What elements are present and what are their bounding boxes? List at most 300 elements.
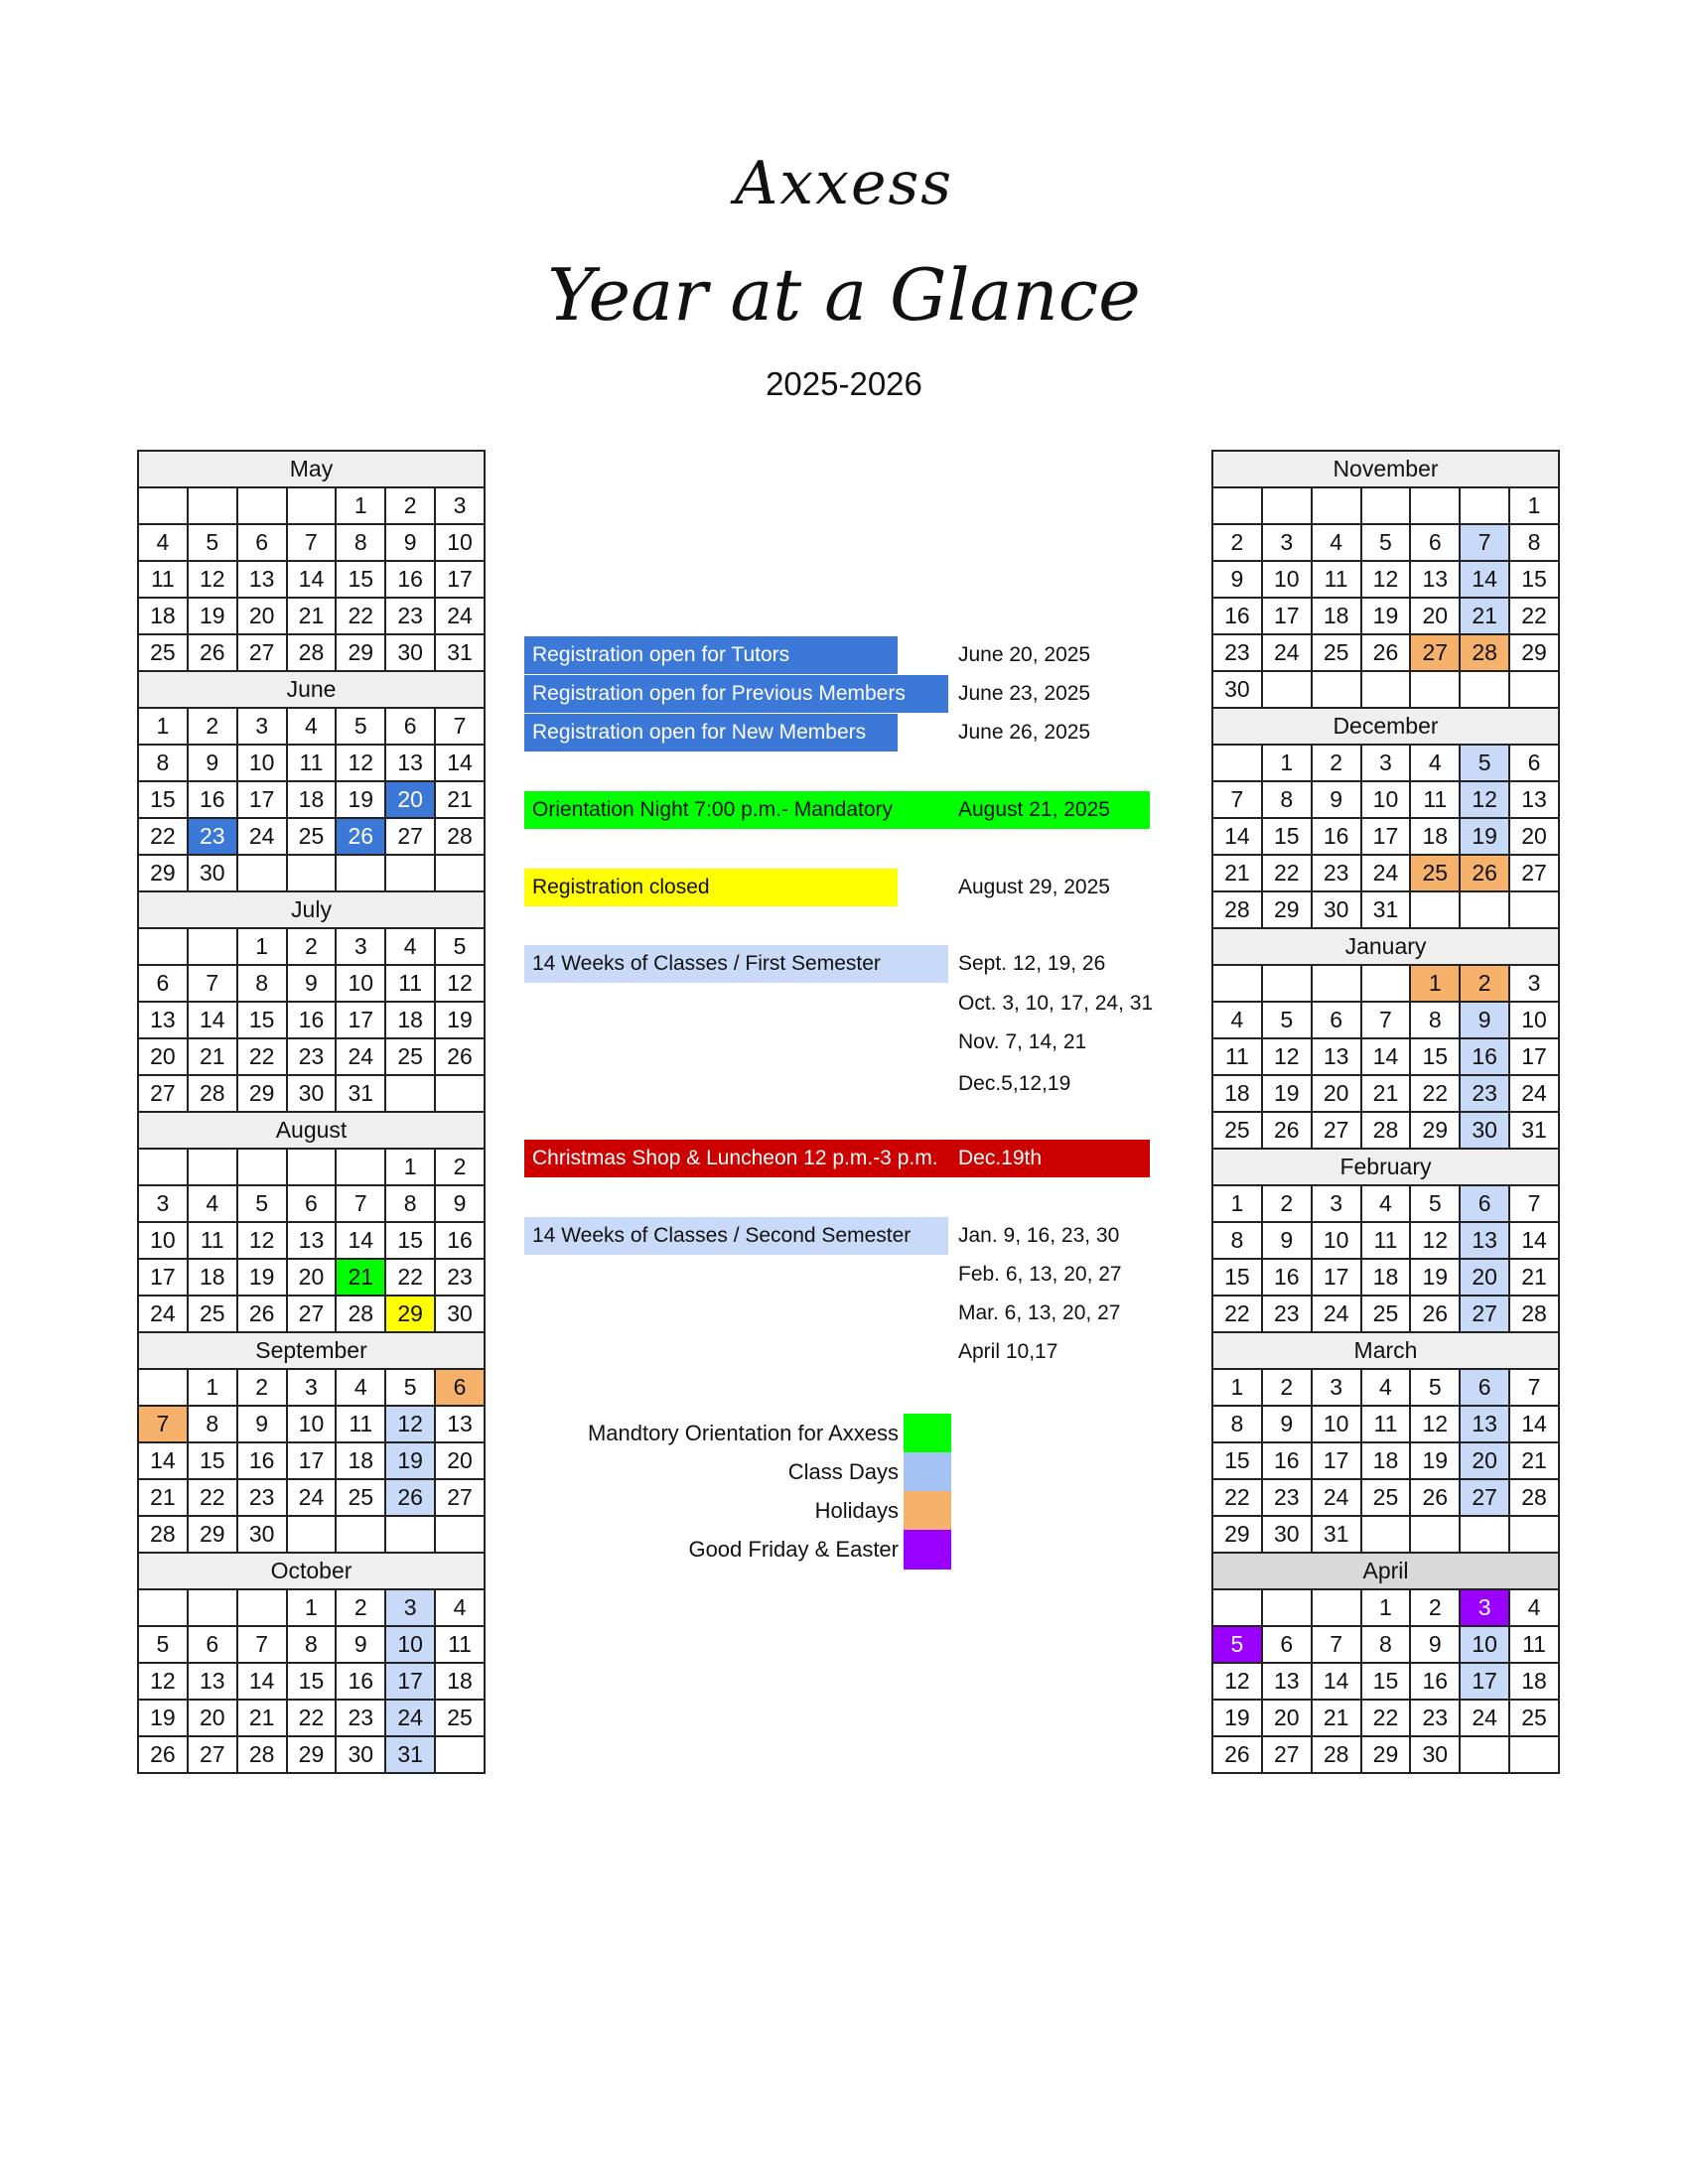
day-cell: 2 [287,928,337,965]
day-cell: 14 [287,561,337,598]
day-cell: 28 [237,1736,287,1773]
day-cell: 28 [188,1075,237,1112]
empty-day-cell [188,1589,237,1626]
day-cell: 21 [1361,1075,1411,1112]
day-cell: 25 [287,818,337,855]
day-cell: 10 [385,1626,435,1663]
day-cell: 23 [385,598,435,634]
day-cell: 4 [385,928,435,965]
day-cell: 21 [435,781,485,818]
day-cell: 25 [1509,1700,1559,1736]
day-cell: 7 [1212,781,1262,818]
empty-day-cell [435,1516,485,1553]
day-cell: 6 [1460,1369,1509,1406]
day-cell: 31 [435,634,485,671]
day-cell: 12 [336,745,385,781]
day-cell: 28 [1212,891,1262,928]
day-cell: 11 [138,561,188,598]
day-cell: 19 [385,1442,435,1479]
page-title: Year at a Glance [547,253,1141,337]
day-cell: 3 [435,487,485,524]
day-cell: 18 [1509,1663,1559,1700]
day-cell: 4 [1361,1185,1411,1222]
day-cell: 14 [188,1002,237,1038]
day-cell: 9 [385,524,435,561]
day-cell: 20 [1509,818,1559,855]
day-cell: 11 [1361,1222,1411,1259]
empty-day-cell [237,1149,287,1185]
day-cell: 11 [336,1406,385,1442]
day-cell: 26 [336,818,385,855]
day-cell: 22 [1509,598,1559,634]
legend-holidays-label: Holidays [814,1498,899,1523]
day-cell: 10 [1509,1002,1559,1038]
day-cell: 7 [237,1626,287,1663]
day-cell: 5 [1410,1185,1460,1222]
event-christmas-date: Dec.19th [958,1140,1150,1177]
empty-day-cell [1312,671,1361,708]
day-cell: 20 [237,598,287,634]
empty-day-cell [1509,671,1559,708]
calendar-left [137,450,486,1774]
empty-day-cell [1212,745,1262,781]
day-cell: 4 [1361,1369,1411,1406]
day-cell: 2 [1262,1369,1312,1406]
day-cell: 4 [1212,1002,1262,1038]
day-cell: 15 [1509,561,1559,598]
event-registration-previous-date: June 23, 2025 [958,682,1091,705]
day-cell: 27 [1460,1296,1509,1332]
day-cell: 24 [1312,1479,1361,1516]
day-cell: 2 [336,1589,385,1626]
day-cell: 17 [1312,1259,1361,1296]
day-cell: 13 [1262,1663,1312,1700]
day-cell: 15 [1212,1259,1262,1296]
day-cell: 21 [1509,1259,1559,1296]
day-cell: 29 [138,855,188,891]
day-cell: 4 [336,1369,385,1406]
legend-class-days-swatch [904,1452,951,1492]
day-cell: 5 [435,928,485,965]
empty-day-cell [1410,891,1460,928]
day-cell: 21 [1509,1442,1559,1479]
month-header-october: October [138,1553,485,1589]
second-semester-date-4: April 10,17 [958,1340,1058,1363]
day-cell: 22 [1361,1700,1411,1736]
day-cell: 27 [1509,855,1559,891]
day-cell: 30 [435,1296,485,1332]
day-cell: 1 [385,1149,435,1185]
day-cell: 10 [287,1406,337,1442]
day-cell: 22 [237,1038,287,1075]
day-cell: 19 [237,1259,287,1296]
event-registration-new: Registration open for New Members [524,714,898,751]
year-range: 2025-2026 [766,365,922,402]
day-cell: 6 [1410,524,1460,561]
day-cell: 29 [1262,891,1312,928]
day-cell: 20 [138,1038,188,1075]
day-cell: 8 [1509,524,1559,561]
day-cell: 25 [1361,1479,1411,1516]
day-cell: 4 [1410,745,1460,781]
day-cell: 10 [336,965,385,1002]
day-cell: 6 [435,1369,485,1406]
month-header-january: January [1212,928,1559,965]
day-cell: 9 [336,1626,385,1663]
day-cell: 5 [237,1185,287,1222]
day-cell: 26 [1212,1736,1262,1773]
legend-easter-label: Good Friday & Easter [688,1537,899,1562]
day-cell: 21 [336,1259,385,1296]
day-cell: 18 [1212,1075,1262,1112]
day-cell: 27 [385,818,435,855]
day-cell: 19 [1212,1700,1262,1736]
day-cell: 25 [1312,634,1361,671]
empty-day-cell [138,1149,188,1185]
legend-class-days-label: Class Days [787,1459,899,1484]
day-cell: 12 [385,1406,435,1442]
day-cell: 26 [237,1296,287,1332]
empty-day-cell [1262,965,1312,1002]
event-registration-closed-date: August 29, 2025 [958,876,1110,898]
day-cell: 4 [287,708,337,745]
day-cell: 13 [385,745,435,781]
day-cell: 29 [1361,1736,1411,1773]
day-cell: 24 [1460,1700,1509,1736]
day-cell: 5 [188,524,237,561]
empty-day-cell [287,1149,337,1185]
day-cell: 22 [1262,855,1312,891]
first-semester-date-1: Sept. 12, 19, 26 [958,952,1106,975]
empty-day-cell [138,487,188,524]
day-cell: 14 [1212,818,1262,855]
day-cell: 15 [188,1442,237,1479]
day-cell: 21 [1312,1700,1361,1736]
day-cell: 24 [435,598,485,634]
day-cell: 7 [336,1185,385,1222]
day-cell: 27 [435,1479,485,1516]
empty-day-cell [138,1589,188,1626]
day-cell: 8 [1212,1222,1262,1259]
day-cell: 20 [1262,1700,1312,1736]
day-cell: 27 [1410,634,1460,671]
day-cell: 27 [1262,1736,1312,1773]
month-header-april: April [1212,1553,1559,1589]
day-cell: 6 [385,708,435,745]
day-cell: 15 [385,1222,435,1259]
day-cell: 10 [138,1222,188,1259]
month-header-november: November [1212,451,1559,487]
month-header-june: June [138,671,485,708]
empty-day-cell [1460,891,1509,928]
day-cell: 19 [1410,1259,1460,1296]
day-cell: 28 [1509,1479,1559,1516]
day-cell: 24 [1361,855,1411,891]
month-header-may: May [138,451,485,487]
day-cell: 13 [237,561,287,598]
day-cell: 3 [287,1369,337,1406]
day-cell: 18 [336,1442,385,1479]
day-cell: 7 [435,708,485,745]
day-cell: 16 [336,1663,385,1700]
day-cell: 7 [1509,1185,1559,1222]
day-cell: 29 [287,1736,337,1773]
day-cell: 24 [1262,634,1312,671]
day-cell: 3 [1509,965,1559,1002]
day-cell: 17 [1262,598,1312,634]
day-cell: 14 [435,745,485,781]
month-header-march: March [1212,1332,1559,1369]
day-cell: 7 [138,1406,188,1442]
day-cell: 14 [1312,1663,1361,1700]
day-cell: 22 [1410,1075,1460,1112]
day-cell: 2 [1460,965,1509,1002]
day-cell: 16 [1460,1038,1509,1075]
day-cell: 10 [1460,1626,1509,1663]
day-cell: 28 [435,818,485,855]
event-orientation-date: August 21, 2025 [958,798,1110,821]
day-cell: 16 [435,1222,485,1259]
day-cell: 23 [336,1700,385,1736]
empty-day-cell [138,1369,188,1406]
day-cell: 12 [1262,1038,1312,1075]
day-cell: 1 [287,1589,337,1626]
day-cell: 19 [435,1002,485,1038]
day-cell: 1 [1509,487,1559,524]
empty-day-cell [1262,487,1312,524]
day-cell: 16 [1312,818,1361,855]
day-cell: 5 [385,1369,435,1406]
day-cell: 4 [1312,524,1361,561]
day-cell: 25 [1410,855,1460,891]
day-cell: 13 [435,1406,485,1442]
day-cell: 13 [1460,1406,1509,1442]
day-cell: 2 [237,1369,287,1406]
day-cell: 26 [1460,855,1509,891]
day-cell: 17 [385,1663,435,1700]
day-cell: 17 [1312,1442,1361,1479]
day-cell: 9 [287,965,337,1002]
day-cell: 18 [1312,598,1361,634]
day-cell: 23 [1212,634,1262,671]
day-cell: 25 [138,634,188,671]
day-cell: 29 [1212,1516,1262,1553]
day-cell: 30 [1410,1736,1460,1773]
day-cell: 27 [138,1075,188,1112]
day-cell: 13 [188,1663,237,1700]
day-cell: 21 [138,1479,188,1516]
day-cell: 19 [1460,818,1509,855]
day-cell: 13 [138,1002,188,1038]
day-cell: 8 [188,1406,237,1442]
day-cell: 21 [1460,598,1509,634]
day-cell: 19 [1262,1075,1312,1112]
event-registration-previous: Registration open for Previous Members [524,675,948,713]
day-cell: 10 [1312,1222,1361,1259]
empty-day-cell [237,855,287,891]
empty-day-cell [138,928,188,965]
day-cell: 16 [1212,598,1262,634]
brand-title: Axxess [734,149,954,218]
day-cell: 25 [435,1700,485,1736]
day-cell: 22 [287,1700,337,1736]
day-cell: 24 [237,818,287,855]
empty-day-cell [237,1589,287,1626]
empty-day-cell [1361,965,1411,1002]
day-cell: 12 [1410,1222,1460,1259]
day-cell: 9 [237,1406,287,1442]
day-cell: 23 [287,1038,337,1075]
empty-day-cell [237,487,287,524]
empty-day-cell [1509,891,1559,928]
empty-day-cell [287,487,337,524]
second-semester-date-1: Jan. 9, 16, 23, 30 [958,1224,1120,1247]
day-cell: 30 [1312,891,1361,928]
day-cell: 1 [1212,1185,1262,1222]
empty-day-cell [336,1149,385,1185]
day-cell: 8 [1212,1406,1262,1442]
day-cell: 13 [1410,561,1460,598]
day-cell: 24 [385,1700,435,1736]
day-cell: 23 [237,1479,287,1516]
day-cell: 26 [1262,1112,1312,1149]
day-cell: 27 [287,1296,337,1332]
day-cell: 10 [1262,561,1312,598]
day-cell: 15 [1361,1663,1411,1700]
day-cell: 20 [435,1442,485,1479]
day-cell: 14 [336,1222,385,1259]
day-cell: 11 [188,1222,237,1259]
empty-day-cell [1312,965,1361,1002]
day-cell: 20 [1460,1259,1509,1296]
day-cell: 1 [1262,745,1312,781]
event-orientation: Orientation Night 7:00 p.m.- Mandatory [532,798,894,821]
empty-day-cell [188,1149,237,1185]
day-cell: 3 [1312,1185,1361,1222]
day-cell: 1 [336,487,385,524]
day-cell: 23 [1410,1700,1460,1736]
day-cell: 14 [1460,561,1509,598]
day-cell: 13 [1460,1222,1509,1259]
day-cell: 27 [188,1736,237,1773]
day-cell: 28 [1460,634,1509,671]
day-cell: 16 [237,1442,287,1479]
day-cell: 1 [1361,1589,1411,1626]
day-cell: 8 [1361,1626,1411,1663]
day-cell: 2 [435,1149,485,1185]
day-cell: 5 [1460,745,1509,781]
calendar-right [1211,450,1560,1774]
day-cell: 30 [1460,1112,1509,1149]
day-cell: 16 [1410,1663,1460,1700]
empty-day-cell [1262,671,1312,708]
day-cell: 9 [1410,1626,1460,1663]
day-cell: 24 [1509,1075,1559,1112]
day-cell: 11 [385,965,435,1002]
empty-day-cell [1312,1589,1361,1626]
day-cell: 20 [1460,1442,1509,1479]
day-cell: 30 [385,634,435,671]
day-cell: 17 [138,1259,188,1296]
day-cell: 12 [1460,781,1509,818]
empty-day-cell [1460,1516,1509,1553]
day-cell: 14 [1509,1222,1559,1259]
day-cell: 22 [1212,1296,1262,1332]
day-cell: 9 [1312,781,1361,818]
day-cell: 9 [1262,1406,1312,1442]
day-cell: 24 [287,1479,337,1516]
day-cell: 6 [1509,745,1559,781]
day-cell: 11 [1212,1038,1262,1075]
day-cell: 14 [138,1442,188,1479]
day-cell: 28 [138,1516,188,1553]
day-cell: 26 [188,634,237,671]
empty-day-cell [385,1516,435,1553]
day-cell: 3 [1262,524,1312,561]
event-christmas: Christmas Shop & Luncheon 12 p.m.-3 p.m. [524,1140,958,1177]
second-semester-date-2: Feb. 6, 13, 20, 27 [958,1263,1122,1286]
day-cell: 9 [1460,1002,1509,1038]
day-cell: 6 [138,965,188,1002]
day-cell: 31 [1361,891,1411,928]
empty-day-cell [1361,1516,1411,1553]
day-cell: 9 [1262,1222,1312,1259]
day-cell: 8 [1410,1002,1460,1038]
day-cell: 25 [1212,1112,1262,1149]
empty-day-cell [1262,1589,1312,1626]
day-cell: 6 [237,524,287,561]
empty-day-cell [1509,1516,1559,1553]
event-registration-tutors-date: June 20, 2025 [958,643,1091,666]
legend-holidays-swatch [904,1491,951,1531]
day-cell: 3 [138,1185,188,1222]
day-cell: 27 [1312,1112,1361,1149]
day-cell: 16 [385,561,435,598]
day-cell: 28 [1361,1112,1411,1149]
empty-day-cell [188,487,237,524]
day-cell: 27 [1460,1479,1509,1516]
day-cell: 8 [1262,781,1312,818]
empty-day-cell [385,855,435,891]
day-cell: 10 [1361,781,1411,818]
day-cell: 4 [138,524,188,561]
day-cell: 30 [336,1736,385,1773]
day-cell: 7 [287,524,337,561]
empty-day-cell [435,855,485,891]
day-cell: 20 [287,1259,337,1296]
day-cell: 26 [1410,1296,1460,1332]
day-cell: 14 [1361,1038,1411,1075]
day-cell: 7 [1460,524,1509,561]
first-semester-date-4: Dec.5,12,19 [958,1072,1071,1095]
day-cell: 25 [336,1479,385,1516]
day-cell: 23 [435,1259,485,1296]
day-cell: 17 [336,1002,385,1038]
day-cell: 30 [287,1075,337,1112]
day-cell: 5 [1410,1369,1460,1406]
day-cell: 3 [385,1589,435,1626]
empty-day-cell [1410,1516,1460,1553]
day-cell: 4 [1509,1589,1559,1626]
day-cell: 3 [336,928,385,965]
day-cell: 26 [385,1479,435,1516]
day-cell: 30 [237,1516,287,1553]
empty-day-cell [1212,1589,1262,1626]
day-cell: 17 [287,1442,337,1479]
empty-day-cell [1410,671,1460,708]
day-cell: 31 [336,1075,385,1112]
day-cell: 1 [1410,965,1460,1002]
